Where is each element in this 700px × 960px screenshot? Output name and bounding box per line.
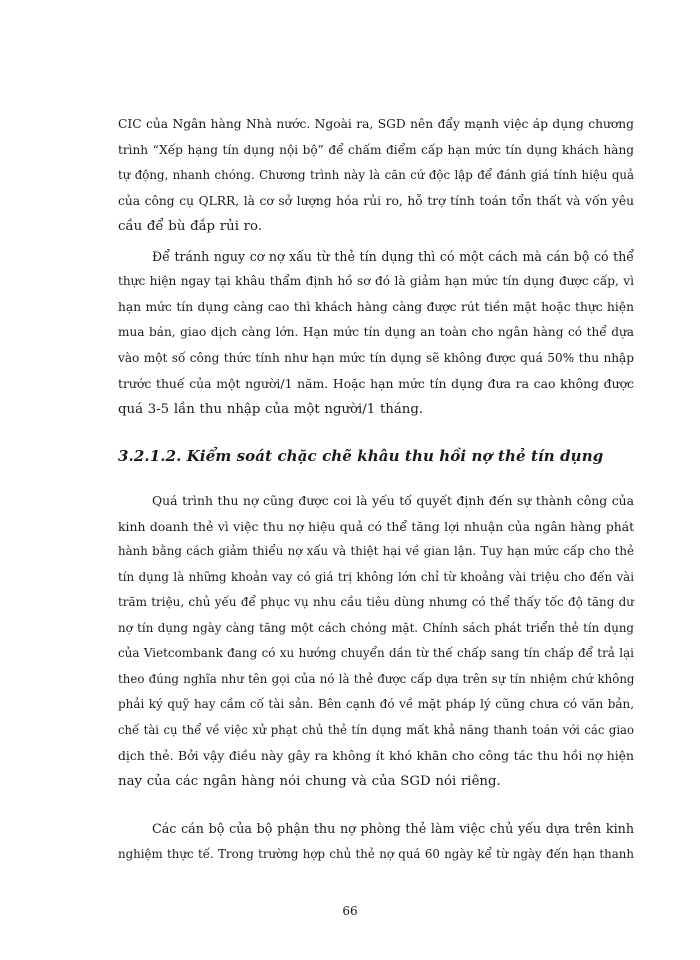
section-heading: 3.2.1.2. Kiểm soát chặc chẽ khâu thu hồi nợ thẻ tín dụng	[118, 447, 604, 465]
text-line: chế tài cụ thể về việc xử phạt chủ thẻ tín dụng mất khả năng thanh toán với các giao	[118, 722, 634, 737]
text-line: trước thuế của một người/1 năm. Hoặc hạn mức tín dụng đưa ra cao không được	[118, 376, 634, 391]
text-line: Quá trình thu nợ cũng được coi là yếu tố quyết định đến sự thành công của	[152, 493, 634, 508]
text-line: tự động, nhanh chóng. Chương trình này là căn cứ độc lập để đánh giá tính hiệu quả	[118, 168, 634, 182]
text-line: trình “Xếp hạng tín dụng nội bộ” để chấm điểm cấp hạn mức tín dụng khách hàng	[118, 142, 634, 157]
text-line: nợ tín dụng ngày càng tăng một cách chóng mặt. Chính sách phát triển thẻ tín dụng	[118, 620, 634, 635]
text-line: hành bằng cách giảm thiểu nợ xấu và thiệt hại về gian lận. Tuy hạn mức cấp cho thẻ	[118, 544, 634, 558]
text-line: phải ký quỹ hay cầm cố tài sản. Bên cạnh đó về mặt pháp lý cũng chưa có văn bản,	[118, 697, 634, 711]
text-line: CIC của Ngân hàng Nhà nước. Ngoài ra, SGD nên đẩy mạnh việc áp dụng chương	[118, 117, 634, 131]
text-line: hạn mức tín dụng càng cao thì khách hàng càng được rút tiền mặt hoặc thực hiện	[118, 299, 634, 314]
text-line: kinh doanh thẻ vì việc thu nợ hiệu quả có thể tăng lợi nhuận của ngân hàng phát	[118, 518, 635, 534]
document-body	[118, 112, 634, 867]
text-line: thực hiện ngay tại khâu thẩm định hồ sơ đó là giảm hạn mức tín dụng được cấp, vì	[118, 274, 634, 288]
text-line: nghiệm thực tế. Trong trường hợp chủ thẻ nợ quá 60 ngày kể từ ngày đến hạn thanh	[118, 846, 634, 861]
paragraph-4	[118, 816, 634, 867]
text-line: quá 3-5 lần thu nhập của một người/1 tháng.	[118, 401, 424, 417]
paragraph-2	[118, 244, 634, 423]
text-line: cầu để bù đắp rủi ro.	[118, 219, 263, 234]
text-line: của Vietcombank đang có xu hướng chuyển dần từ thế chấp sang tín chấp để trả lại	[118, 646, 634, 660]
text-line: của công cụ QLRR, là cơ sở lượng hóa rủi ro, hỗ trợ tính toán tổn thất và vốn yêu	[118, 193, 634, 208]
page-number: 66	[342, 904, 358, 918]
text-line: tín dụng là những khoản vay có giá trị không lớn chỉ từ khoảng vài triệu cho đến vài	[118, 569, 634, 584]
text-line: mua bán, giao dịch càng lớn. Hạn mức tín dụng an toàn cho ngân hàng có thể dựa	[118, 325, 634, 339]
text-line: dịch thẻ. Bởi vậy điều này gây ra không ít khó khăn cho công tác thu hồi nợ hiện	[118, 748, 634, 763]
paragraph-3	[118, 488, 634, 794]
text-line: Để tránh nguy cơ nợ xấu từ thẻ tín dụng thì có một cách mà cán bộ có thể	[152, 248, 634, 264]
text-line: vào một số công thức tính như hạn mức tín dụng sẽ không được quá 50% thu nhập	[118, 350, 634, 365]
paragraph-1	[118, 112, 634, 240]
text-line: Các cán bộ của bộ phận thu nợ phòng thẻ làm việc chủ yếu dựa trên kinh	[152, 821, 634, 836]
text-line: theo đúng nghĩa như tên gọi của nó là thẻ được cấp dựa trên sự tín nhiệm chứ không	[118, 671, 635, 686]
text-line: trăm triệu, chủ yếu để phục vụ nhu cầu tiêu dùng nhưng có thể thấy tốc độ tăng dư	[118, 595, 634, 609]
text-line: nay của các ngân hàng nói chung và của SGD nói riêng.	[118, 773, 501, 789]
